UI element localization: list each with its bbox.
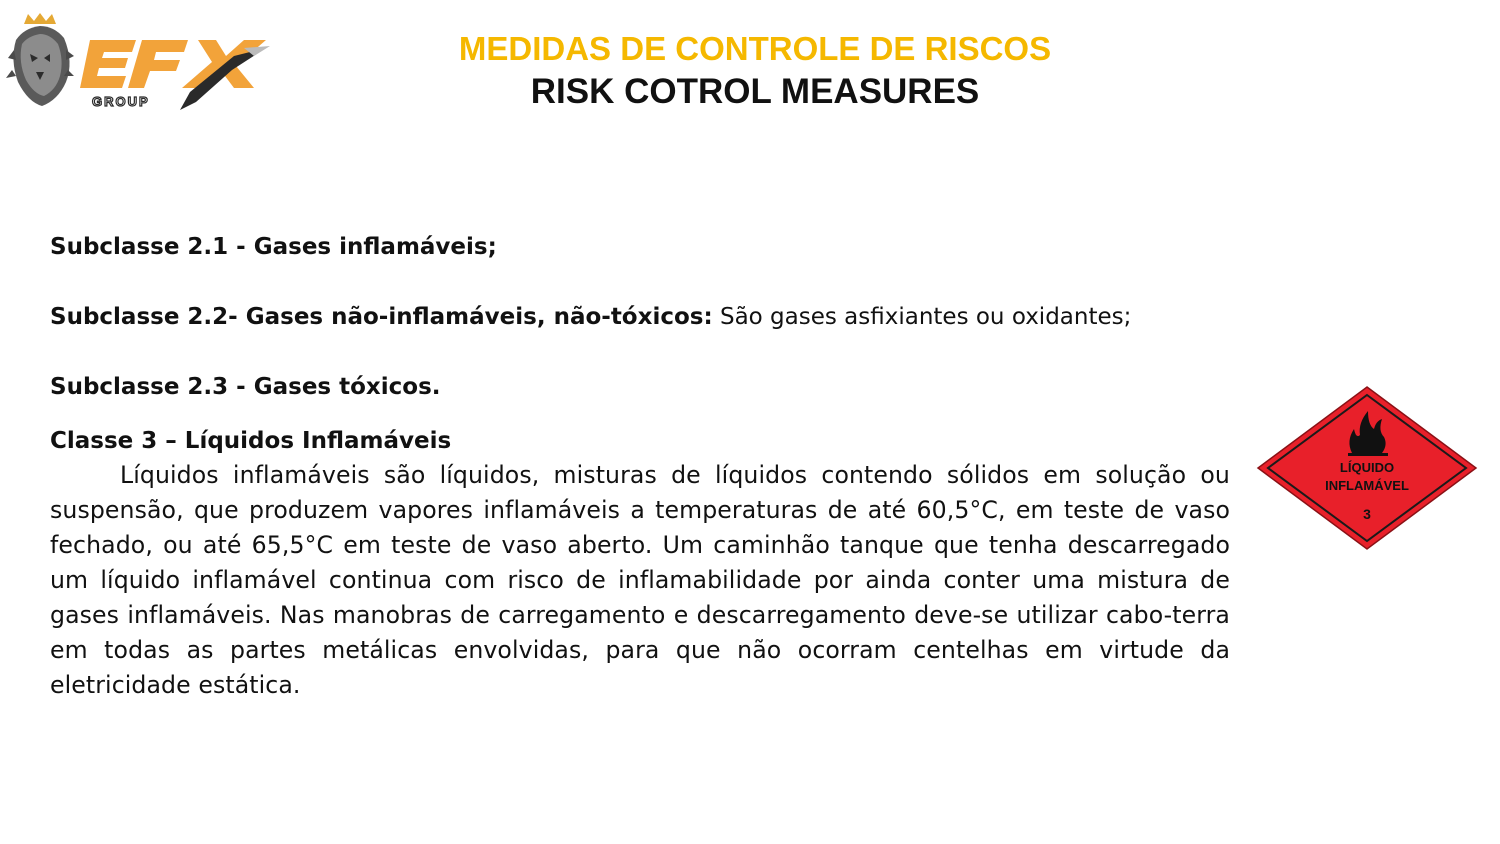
subclass-2-2-label: Subclasse 2.2- Gases não-inflamáveis, não-tóxicos: bbox=[50, 304, 713, 330]
placard-line-1: LÍQUIDO bbox=[1339, 460, 1395, 475]
logo-brand-text: EFX bbox=[4, 10, 6, 11]
efx-group-logo bbox=[4, 10, 274, 110]
subclass-2-3-text: Subclasse 2.3 - Gases tóxicos. bbox=[50, 374, 441, 400]
subclass-2-2-description: São gases asfixiantes ou oxidantes; bbox=[712, 304, 1132, 330]
logo-group-text: GROUP bbox=[92, 94, 150, 109]
title-portuguese: MEDIDAS DE CONTROLE DE RISCOS bbox=[458, 30, 1052, 67]
subclass-2-1 bbox=[50, 232, 497, 262]
class-3-paragraph: Líquidos inflamáveis são líquidos, misturas de líquidos contendo sólidos em solução ou suspensão, que produzem vapores inflamáveis a temperaturas de até 60,5°C, em teste de vaso fechado, ou até 65,5°C em teste de vaso aberto. Um caminhão tanque que tenha descarregado um líquido inflamável continua com risco de inflamabilidade por ainda conter uma mistura de gases inflamáveis. Nas manobras de carregamento e descarregamento deve-se utilizar cabo-terra em todas as partes metálicas envolvidas, para que não ocorram centelhas em virtude da eletricidade estática. bbox=[50, 461, 1230, 699]
subclass-2-3 bbox=[50, 372, 441, 402]
placard-class-number: 3 bbox=[1363, 506, 1371, 522]
title-english: RISK COTROL MEASURES bbox=[530, 72, 980, 111]
subclass-2-1-text: Subclasse 2.1 - Gases inflamáveis; bbox=[50, 234, 497, 260]
page-header bbox=[380, 30, 1130, 112]
placard-line-2: INFLAMÁVEL bbox=[1325, 478, 1409, 493]
lion-head-icon bbox=[6, 26, 74, 106]
subclass-2-2 bbox=[50, 302, 1131, 332]
flammable-liquid-placard bbox=[1256, 385, 1478, 551]
class-3-heading bbox=[50, 426, 451, 456]
class-3-title: Classe 3 – Líquidos Inflamáveis bbox=[50, 428, 452, 454]
crown-icon bbox=[24, 13, 56, 24]
